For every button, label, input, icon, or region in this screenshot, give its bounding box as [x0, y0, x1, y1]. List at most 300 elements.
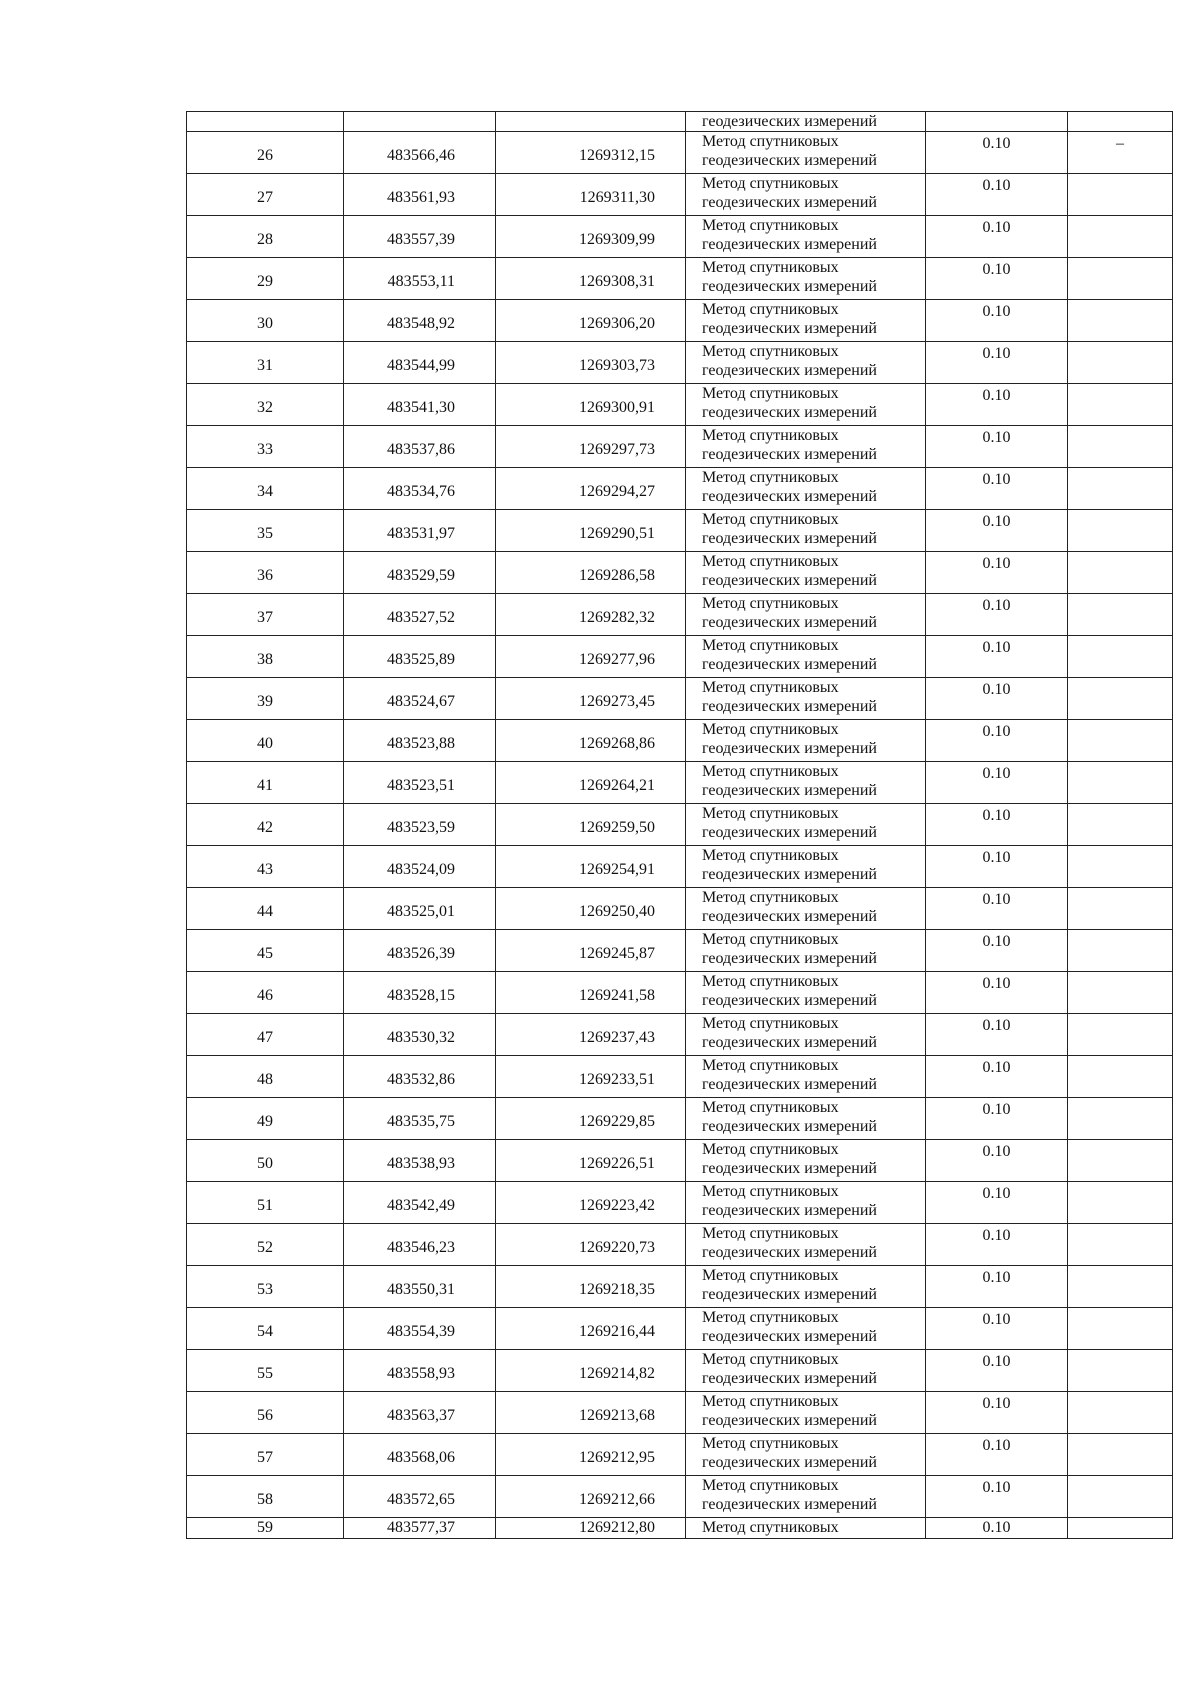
y-coordinate-cell — [496, 1308, 686, 1350]
note-cell — [1068, 720, 1173, 762]
method-cell — [686, 1266, 926, 1308]
method-line-1: Метод спутниковых — [702, 427, 839, 444]
table-row — [187, 804, 1173, 846]
x-coordinate: 483566,46 — [387, 147, 455, 164]
x-coordinate-cell — [344, 552, 496, 594]
y-coordinate-cell — [496, 1224, 686, 1266]
table-row — [187, 258, 1173, 300]
method-line-1: Метод спутниковых — [702, 847, 839, 864]
x-coordinate-cell — [344, 216, 496, 258]
point-number-cell — [187, 552, 344, 594]
point-number-cell — [187, 216, 344, 258]
x-coordinate: 483535,75 — [387, 1113, 455, 1130]
method-line-1: Метод спутниковых — [702, 1099, 839, 1116]
table-row — [187, 762, 1173, 804]
note-cell — [1068, 1266, 1173, 1308]
accuracy: 0.10 — [982, 1437, 1011, 1454]
table-row — [187, 678, 1173, 720]
y-coordinate: 1269220,73 — [579, 1239, 655, 1256]
note-cell — [1068, 384, 1173, 426]
table-row — [187, 300, 1173, 342]
y-coordinate: 1269306,20 — [579, 315, 655, 332]
y-coordinate: 1269226,51 — [579, 1155, 655, 1172]
accuracy-cell — [926, 1224, 1068, 1266]
method-line-2: геодезических измерений — [702, 1034, 877, 1051]
note — [1068, 1224, 1172, 1226]
cell-empty — [344, 112, 496, 132]
method-cell — [686, 1476, 926, 1518]
point-number: 52 — [257, 1239, 273, 1256]
note-cell — [1068, 552, 1173, 594]
method-line-1: Метод спутниковых — [702, 805, 839, 822]
method-cell — [686, 384, 926, 426]
accuracy: 0.10 — [982, 597, 1011, 614]
table-row — [187, 720, 1173, 762]
method-line-2: геодезических измерений — [702, 1412, 877, 1429]
x-coordinate-cell — [344, 930, 496, 972]
method-cell — [686, 1350, 926, 1392]
x-coordinate-cell — [344, 342, 496, 384]
point-number: 49 — [257, 1113, 273, 1130]
method-line-2: геодезических измерений — [702, 992, 877, 1009]
note-cell — [1068, 762, 1173, 804]
point-number: 29 — [257, 273, 273, 290]
accuracy: 0.10 — [982, 807, 1011, 824]
method-cell — [686, 720, 926, 762]
point-number-cell — [187, 972, 344, 1014]
method-line-1: Метод спутниковых — [702, 175, 839, 192]
note-cell — [1068, 972, 1173, 1014]
method-line-2: геодезических измерений — [702, 782, 877, 799]
cell-empty — [187, 112, 344, 132]
method-line-2: геодезических измерений — [702, 1244, 877, 1261]
method-cell — [686, 510, 926, 552]
point-number-cell — [187, 1392, 344, 1434]
note — [1068, 594, 1172, 596]
point-number: 44 — [257, 903, 273, 920]
note-cell — [1068, 1434, 1173, 1476]
x-coordinate-cell — [344, 804, 496, 846]
note — [1068, 552, 1172, 554]
table-row — [187, 888, 1173, 930]
accuracy-cell — [926, 1182, 1068, 1224]
x-coordinate-cell — [344, 1014, 496, 1056]
point-number: 51 — [257, 1197, 273, 1214]
table-row — [187, 972, 1173, 1014]
accuracy: 0.10 — [982, 429, 1011, 446]
note — [1068, 804, 1172, 806]
accuracy-cell — [926, 1392, 1068, 1434]
point-number-cell — [187, 1434, 344, 1476]
accuracy: 0.10 — [982, 1353, 1011, 1370]
x-coordinate: 483526,39 — [387, 945, 455, 962]
method-cell — [686, 1182, 926, 1224]
x-coordinate-cell — [344, 174, 496, 216]
point-number-cell — [187, 1098, 344, 1140]
method-cell — [686, 132, 926, 174]
accuracy-cell — [926, 1434, 1068, 1476]
x-coordinate: 483531,97 — [387, 525, 455, 542]
method-line-2: геодезических измерений — [702, 1118, 877, 1135]
point-number-cell — [187, 132, 344, 174]
note-cell — [1068, 846, 1173, 888]
y-coordinate-cell — [496, 1434, 686, 1476]
point-number: 45 — [257, 945, 273, 962]
point-number-cell — [187, 1140, 344, 1182]
note-cell — [1068, 174, 1173, 216]
point-number-cell — [187, 510, 344, 552]
method-line-2: геодезических измерений — [702, 740, 877, 757]
x-coordinate-cell — [344, 1392, 496, 1434]
point-number-cell — [187, 594, 344, 636]
note-cell — [1068, 426, 1173, 468]
accuracy-cell — [926, 342, 1068, 384]
method-line-1: Метод спутниковых — [702, 721, 839, 738]
accuracy: 0.10 — [982, 303, 1011, 320]
method-line-2: геодезических измерений — [702, 236, 877, 253]
note — [1068, 1056, 1172, 1058]
method-line-2: геодезических измерений — [702, 1076, 877, 1093]
point-number-cell — [187, 720, 344, 762]
x-coordinate-cell — [344, 678, 496, 720]
accuracy-cell — [926, 1056, 1068, 1098]
accuracy: 0.10 — [982, 849, 1011, 866]
point-number: 28 — [257, 231, 273, 248]
note — [1068, 300, 1172, 302]
y-coordinate-cell — [496, 678, 686, 720]
method-line-1: Метод спутниковых — [702, 1267, 839, 1284]
table-row — [187, 132, 1173, 174]
table-row — [187, 426, 1173, 468]
table-row — [187, 636, 1173, 678]
note-cell — [1068, 258, 1173, 300]
x-coordinate: 483527,52 — [387, 609, 455, 626]
x-coordinate: 483538,93 — [387, 1155, 455, 1172]
table-row — [187, 1518, 1173, 1539]
point-number-cell — [187, 762, 344, 804]
method-cell — [686, 804, 926, 846]
x-coordinate: 483523,59 — [387, 819, 455, 836]
point-number: 32 — [257, 399, 273, 416]
accuracy: 0.10 — [982, 219, 1011, 236]
note — [1068, 1392, 1172, 1394]
y-coordinate: 1269245,87 — [579, 945, 655, 962]
point-number-cell — [187, 1014, 344, 1056]
accuracy-cell — [926, 888, 1068, 930]
accuracy: 0.10 — [982, 1227, 1011, 1244]
method-line-1: Метод спутниковых — [702, 259, 839, 276]
y-coordinate-cell — [496, 1140, 686, 1182]
note-cell — [1068, 132, 1173, 174]
note-cell — [1068, 1476, 1173, 1518]
accuracy-cell — [926, 678, 1068, 720]
method-cell — [686, 300, 926, 342]
y-coordinate-cell — [496, 1098, 686, 1140]
point-number: 31 — [257, 357, 273, 374]
x-coordinate: 483532,86 — [387, 1071, 455, 1088]
y-coordinate: 1269218,35 — [579, 1281, 655, 1298]
point-number: 39 — [257, 693, 273, 710]
table-row — [187, 1266, 1173, 1308]
y-coordinate: 1269297,73 — [579, 441, 655, 458]
y-coordinate-cell — [496, 300, 686, 342]
cell-empty — [926, 112, 1068, 132]
note — [1068, 342, 1172, 344]
method-cell — [686, 1056, 926, 1098]
y-coordinate: 1269277,96 — [579, 651, 655, 668]
method-line-1: Метод спутниковых — [702, 511, 839, 528]
y-coordinate-cell — [496, 132, 686, 174]
x-coordinate: 483523,88 — [387, 735, 455, 752]
x-coordinate: 483542,49 — [387, 1197, 455, 1214]
method-cell — [686, 1434, 926, 1476]
note-cell — [1068, 1098, 1173, 1140]
method-line-1: Метод спутниковых — [702, 1015, 839, 1032]
method-line-1: Метод спутниковых — [702, 343, 839, 360]
method-line-1: Метод спутниковых — [702, 889, 839, 906]
note-cell — [1068, 888, 1173, 930]
note-cell — [1068, 1308, 1173, 1350]
method-cell — [686, 174, 926, 216]
x-coordinate-cell — [344, 510, 496, 552]
accuracy-cell — [926, 300, 1068, 342]
x-coordinate-cell — [344, 762, 496, 804]
x-coordinate: 483548,92 — [387, 315, 455, 332]
method-line-1: Метод спутниковых — [702, 133, 839, 150]
note — [1068, 888, 1172, 890]
note — [1068, 216, 1172, 218]
y-coordinate: 1269212,66 — [579, 1491, 655, 1508]
x-coordinate-cell — [344, 132, 496, 174]
point-number-cell — [187, 636, 344, 678]
x-coordinate: 483524,67 — [387, 693, 455, 710]
note — [1068, 846, 1172, 848]
accuracy-cell — [926, 258, 1068, 300]
accuracy-cell — [926, 1014, 1068, 1056]
note-cell — [1068, 342, 1173, 384]
method-line-2: геодезических измерений — [702, 404, 877, 421]
point-number: 38 — [257, 651, 273, 668]
x-coordinate: 483541,30 — [387, 399, 455, 416]
note — [1068, 174, 1172, 176]
y-coordinate-cell — [496, 930, 686, 972]
x-coordinate: 483544,99 — [387, 357, 455, 374]
note-cell — [1068, 804, 1173, 846]
y-coordinate: 1269290,51 — [579, 525, 655, 542]
point-number: 37 — [257, 609, 273, 626]
point-number: 56 — [257, 1407, 273, 1424]
note-cell — [1068, 468, 1173, 510]
x-coordinate: 483553,11 — [387, 273, 455, 290]
y-coordinate: 1269223,42 — [579, 1197, 655, 1214]
cell-empty — [1068, 112, 1173, 132]
note-cell — [1068, 930, 1173, 972]
method-line-1: Метод спутниковых — [702, 1519, 839, 1536]
y-coordinate-cell — [496, 636, 686, 678]
accuracy: 0.10 — [982, 975, 1011, 992]
accuracy: 0.10 — [982, 1101, 1011, 1118]
y-coordinate-cell — [496, 426, 686, 468]
x-coordinate-cell — [344, 1224, 496, 1266]
point-number-cell — [187, 804, 344, 846]
method-line-1: Метод спутниковых — [702, 1351, 839, 1368]
table-row — [187, 174, 1173, 216]
y-coordinate: 1269254,91 — [579, 861, 655, 878]
point-number: 34 — [257, 483, 273, 500]
accuracy: 0.10 — [982, 639, 1011, 656]
y-coordinate: 1269214,82 — [579, 1365, 655, 1382]
point-number-cell — [187, 846, 344, 888]
method-cell — [686, 468, 926, 510]
point-number-cell — [187, 1350, 344, 1392]
point-number: 57 — [257, 1449, 273, 1466]
method-cell — [686, 1098, 926, 1140]
method-line-2: геодезических измерений — [702, 656, 877, 673]
accuracy-cell — [926, 468, 1068, 510]
y-coordinate: 1269303,73 — [579, 357, 655, 374]
y-coordinate: 1269268,86 — [579, 735, 655, 752]
point-number: 26 — [257, 147, 273, 164]
table-row — [187, 594, 1173, 636]
x-coordinate: 483561,93 — [387, 189, 455, 206]
method-line-2: геодезических измерений — [702, 824, 877, 841]
x-coordinate: 483568,06 — [387, 1449, 455, 1466]
accuracy-cell — [926, 426, 1068, 468]
y-coordinate: 1269259,50 — [579, 819, 655, 836]
point-number: 30 — [257, 315, 273, 332]
y-coordinate: 1269213,68 — [579, 1407, 655, 1424]
accuracy: 0.10 — [982, 513, 1011, 530]
y-coordinate-cell — [496, 384, 686, 426]
accuracy: 0.10 — [982, 177, 1011, 194]
y-coordinate-cell — [496, 258, 686, 300]
note-cell — [1068, 594, 1173, 636]
y-coordinate: 1269286,58 — [579, 567, 655, 584]
accuracy-cell — [926, 132, 1068, 174]
x-coordinate: 483550,31 — [387, 1281, 455, 1298]
method-line-1: Метод спутниковых — [702, 679, 839, 696]
method-cell — [686, 552, 926, 594]
x-coordinate-cell — [344, 1518, 496, 1539]
x-coordinate-cell — [344, 720, 496, 762]
accuracy: 0.10 — [982, 1143, 1011, 1160]
method-line-1: Метод спутниковых — [702, 385, 839, 402]
method-line-2: геодезических измерений — [702, 698, 877, 715]
x-coordinate: 483525,01 — [387, 903, 455, 920]
x-coordinate: 483534,76 — [387, 483, 455, 500]
accuracy-cell — [926, 1308, 1068, 1350]
note — [1068, 972, 1172, 974]
y-coordinate: 1269216,44 — [579, 1323, 655, 1340]
note-cell — [1068, 678, 1173, 720]
method-line-1: Метод спутниковых — [702, 1225, 839, 1242]
note-cell — [1068, 1056, 1173, 1098]
accuracy-cell — [926, 216, 1068, 258]
x-coordinate: 483554,39 — [387, 1323, 455, 1340]
table-row — [187, 1182, 1173, 1224]
method-line-2: геодезических измерений — [702, 320, 877, 337]
method-line-1: Метод спутниковых — [702, 637, 839, 654]
accuracy: 0.10 — [982, 1185, 1011, 1202]
note-cell — [1068, 1182, 1173, 1224]
x-coordinate-cell — [344, 1350, 496, 1392]
y-coordinate-cell — [496, 762, 686, 804]
method-cell — [686, 1392, 926, 1434]
method-cell — [686, 846, 926, 888]
y-coordinate-cell — [496, 1056, 686, 1098]
y-coordinate: 1269237,43 — [579, 1029, 655, 1046]
method-line-1: Метод спутниковых — [702, 1477, 839, 1494]
note-cell — [1068, 1224, 1173, 1266]
point-number-cell — [187, 342, 344, 384]
point-number: 47 — [257, 1029, 273, 1046]
method-cell — [686, 1140, 926, 1182]
x-coordinate: 483577,37 — [387, 1519, 455, 1536]
point-number-cell — [187, 300, 344, 342]
y-coordinate: 1269309,99 — [579, 231, 655, 248]
method-cell — [686, 678, 926, 720]
y-coordinate-cell — [496, 216, 686, 258]
table-row — [187, 552, 1173, 594]
accuracy: 0.10 — [982, 1269, 1011, 1286]
x-coordinate: 483572,65 — [387, 1491, 455, 1508]
table-row — [187, 1434, 1173, 1476]
note-cell — [1068, 510, 1173, 552]
method-line-1: Метод спутниковых — [702, 1183, 839, 1200]
x-coordinate: 483529,59 — [387, 567, 455, 584]
accuracy-cell — [926, 720, 1068, 762]
method-line-2: геодезических измерений — [702, 1454, 877, 1471]
y-coordinate-cell — [496, 888, 686, 930]
y-coordinate-cell — [496, 468, 686, 510]
y-coordinate-cell — [496, 1014, 686, 1056]
accuracy: 0.10 — [982, 1395, 1011, 1412]
method-line-2: геодезических измерений — [702, 488, 877, 505]
accuracy: 0.10 — [982, 1519, 1011, 1536]
y-coordinate: 1269294,27 — [579, 483, 655, 500]
x-coordinate-cell — [344, 1140, 496, 1182]
accuracy-cell — [926, 1266, 1068, 1308]
accuracy-cell — [926, 594, 1068, 636]
method-line-2: геодезических измерений — [702, 614, 877, 631]
point-number: 55 — [257, 1365, 273, 1382]
accuracy: 0.10 — [982, 555, 1011, 572]
accuracy: 0.10 — [982, 345, 1011, 362]
method-cell — [686, 258, 926, 300]
y-coordinate: 1269212,95 — [579, 1449, 655, 1466]
note-cell — [1068, 1014, 1173, 1056]
accuracy: 0.10 — [982, 1017, 1011, 1034]
method-cell — [686, 216, 926, 258]
y-coordinate: 1269264,21 — [579, 777, 655, 794]
method-line-2: геодезических измерений — [702, 950, 877, 967]
method-line-2: геодезических измерений — [702, 362, 877, 379]
note — [1068, 678, 1172, 680]
note-cell — [1068, 1140, 1173, 1182]
note-cell — [1068, 1350, 1173, 1392]
method-line-2: геодезических измерений — [702, 1370, 877, 1387]
x-coordinate: 483530,32 — [387, 1029, 455, 1046]
note — [1068, 1014, 1172, 1016]
point-number-cell — [187, 1308, 344, 1350]
y-coordinate-cell — [496, 1518, 686, 1539]
note — [1068, 1350, 1172, 1352]
y-coordinate-cell — [496, 804, 686, 846]
y-coordinate: 1269312,15 — [579, 147, 655, 164]
accuracy-cell — [926, 510, 1068, 552]
y-coordinate: 1269300,91 — [579, 399, 655, 416]
method-line-1: Метод спутниковых — [702, 217, 839, 234]
